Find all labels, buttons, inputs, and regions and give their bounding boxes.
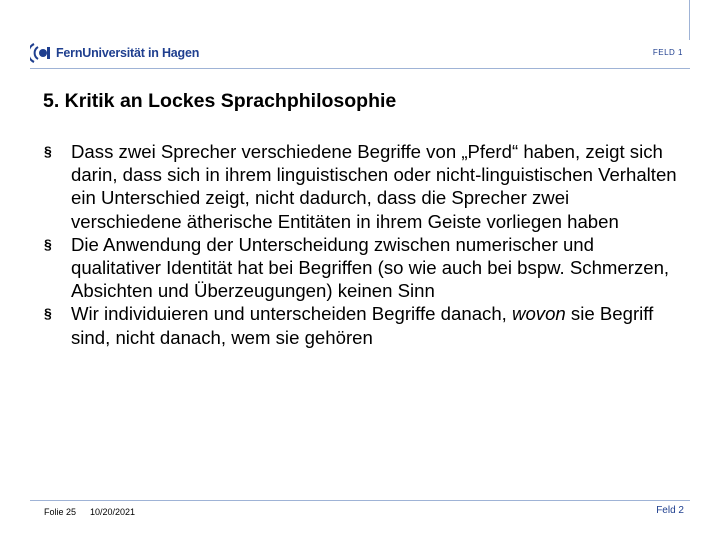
bullet-item [44, 302, 684, 348]
bullet-text-part: sie Begriff sind, nicht danach, wem sie gehören [71, 303, 654, 348]
university-logo [30, 40, 199, 66]
bullet-item [44, 140, 684, 233]
header-field-label: FELD 1 [652, 48, 683, 57]
bullet-text-part: Wir individuieren und unterscheiden Begriffe danach, [71, 303, 513, 325]
bullet-text: Dass zwei Sprecher verschiedene Begriffe von „Pferd“ haben, zeigt sich darin, dass sich in ihrem linguistischen oder nicht-linguistischen Verhalten ein Unterschied zeigt, nicht dadurch, dass die Sprecher zwei verschiedene ätherische Entitäten in ihrem Geiste vorliegen haben [71, 141, 677, 232]
footer-slide-number: Folie 25 [44, 507, 77, 517]
logo-emblem-icon [30, 41, 52, 65]
corner-line [689, 0, 690, 40]
bullet-text [71, 302, 684, 348]
footer-date: 10/20/2021 [90, 507, 136, 517]
logo-text: FernUniversität in Hagen [56, 46, 200, 60]
bullet-item [44, 233, 684, 303]
header-divider [30, 68, 690, 69]
bullet-text-emphasis: wovon [512, 303, 566, 325]
footer-field-label: Feld 2 [656, 505, 684, 516]
bullet-marker: § [44, 235, 52, 252]
bullet-marker: § [44, 305, 52, 322]
slide-title: 5. Kritik an Lockes Sprachphilosophie [43, 90, 397, 112]
bullet-list [44, 140, 684, 349]
footer-divider [30, 500, 690, 501]
bullet-marker: § [44, 143, 52, 159]
bullet-text: Die Anwendung der Unterscheidung zwischen numerischer und qualitativer Identität hat bei Begriffen (so wie auch bei bspw. Schmerzen, Absichten und Überzeugungen) keinen Sinn [71, 233, 670, 302]
